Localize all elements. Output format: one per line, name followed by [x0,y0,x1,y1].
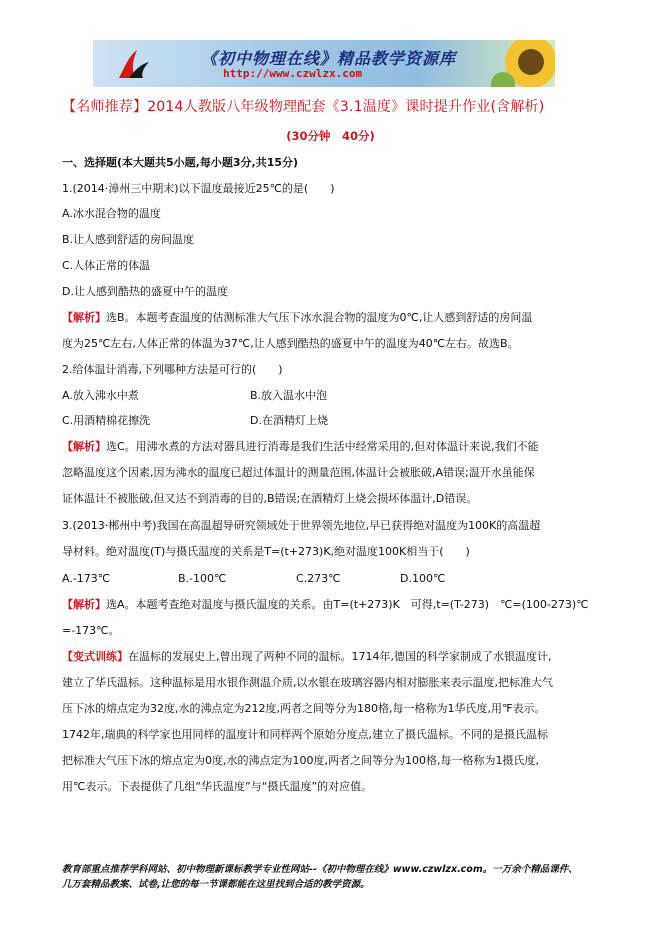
q1-analysis-line-2: 度为25℃左右,人体正常的体温为37℃,让人感到酷热的盛夏中午的温度为40℃左右。故选B。 [62,337,519,350]
q1-analysis-line-1: 【解析】选B。本题考查温度的估测标准大气压下冰水混合物的温度为0℃,让人感到舒适的房间温 [62,311,533,324]
variant-line-6: 用℃表示。下表提供了几组“华氏温度”与“摄氏温度”的对应值。 [62,780,373,793]
q3-option-a: A.-173℃ [62,572,111,585]
analysis-tag: 【解析】 [62,440,106,453]
q3-analysis-line-2: =-173℃。 [62,624,120,637]
q3-option-c: C.273℃ [296,572,341,585]
q1-stem: 1.(2014·漳州三中期末)以下温度最接近25℃的是( ) [62,182,335,195]
q2-analysis-line-3: 证体温计不被胀破,但又达不到消毒的目的,B错误;在酒精灯上烧会损坏体温计,D错误。 [62,492,478,505]
q3-stem-line-2: 导材料。绝对温度(T)与摄氏温度的关系是T=(t+273)K,绝对温度100K相当于( ) [62,545,470,558]
banner-url[interactable]: http://www.czwlzx.com [223,67,363,80]
q1-option-b: B.让人感到舒适的房间温度 [62,233,195,246]
section-heading: 一、选择题(本大题共5小题,每小题3分,共15分) [62,156,299,169]
q3-option-b: B.-100℃ [178,572,227,585]
q2-analysis-line-1: 【解析】选C。用沸水煮的方法对器具进行消毒是我们生活中经常采用的,但对体温计来说,我们不能 [62,440,539,453]
q3-stem-line-1: 3.(2013·郴州中考)我国在高温超导研究领域处于世界领先地位,早已获得绝对温度为100K的高温超 [62,519,541,532]
document-title: 【名师推荐】2014人教版八年级物理配套《3.1温度》课时提升作业(含解析) [62,99,545,115]
q3-option-d: D.100℃ [400,572,446,585]
footer-line-1: 教育部重点推荐学科网站、初中物理新课标教学专业性网站--《初中物理在线》www.czwlzx.com。一万余个精品课件、 [62,864,578,875]
variant-line-4: 1742年,瑞典的科学家也用同样的温度计和同样两个原始分度点,建立了摄氏温标。不同的是摄氏温标 [62,728,548,741]
variant-line-1: 【变式训练】在温标的发展史上,曾出现了两种不同的温标。1714年,德国的科学家制成了水银温度计, [62,650,552,663]
sunflower-icon [491,40,555,87]
footer-line-2: 几万套精品教案、试卷,让您的每一节课都能在这里找到合适的教学资源。 [62,879,370,890]
time-limit: (30分钟 40分) [286,129,375,143]
q2-analysis-line-2: 忽略温度这个因素,因为沸水的温度已超过体温计的测量范围,体温计会被胀破,A错误;温开水虽能保 [62,466,535,479]
q2-option-c: C.用酒精棉花擦洗 [62,414,151,427]
q2-stem: 2.给体温计消毒,下列哪种方法是可行的( ) [62,363,283,376]
q1-option-a: A.冰水混合物的温度 [62,207,161,220]
analysis-tag: 【解析】 [62,311,106,324]
variant-line-5: 把标准大气压下冰的熔点定为0度,水的沸点定为100度,两者之间等分为100格,每一格称为1摄氏度, [62,754,539,767]
variant-tag: 【变式训练】 [62,650,128,663]
site-logo-icon [115,46,151,82]
variant-line-2: 建立了华氏温标。这种温标是用水银作测温介质,以水银在玻璃容器内相对膨胀来表示温度,把标准大气 [62,676,553,689]
banner-title: 《初中物理在线》精品教学资源库 [201,49,457,68]
q1-option-c: C.人体正常的体温 [62,259,151,272]
q3-analysis-line-1: 【解析】选A。本题考查绝对温度与摄氏温度的关系。由T=(t+273)K 可得,t=(T-273) ℃=(100-273)℃ [62,598,589,611]
analysis-tag: 【解析】 [62,598,106,611]
q2-option-a: A.放入沸水中煮 [62,389,139,402]
q1-option-d: D.让人感到酷热的盛夏中午的温度 [62,285,228,298]
q2-option-b: B.放入温水中泡 [250,389,328,402]
header-banner [93,40,555,87]
q2-option-d: D.在酒精灯上烧 [250,414,328,427]
variant-line-3: 压下冰的熔点定为32度,水的沸点定为212度,两者之间等分为180格,每一格称为1华氏度,用℉表示。 [62,702,546,715]
page-footer [62,862,578,892]
